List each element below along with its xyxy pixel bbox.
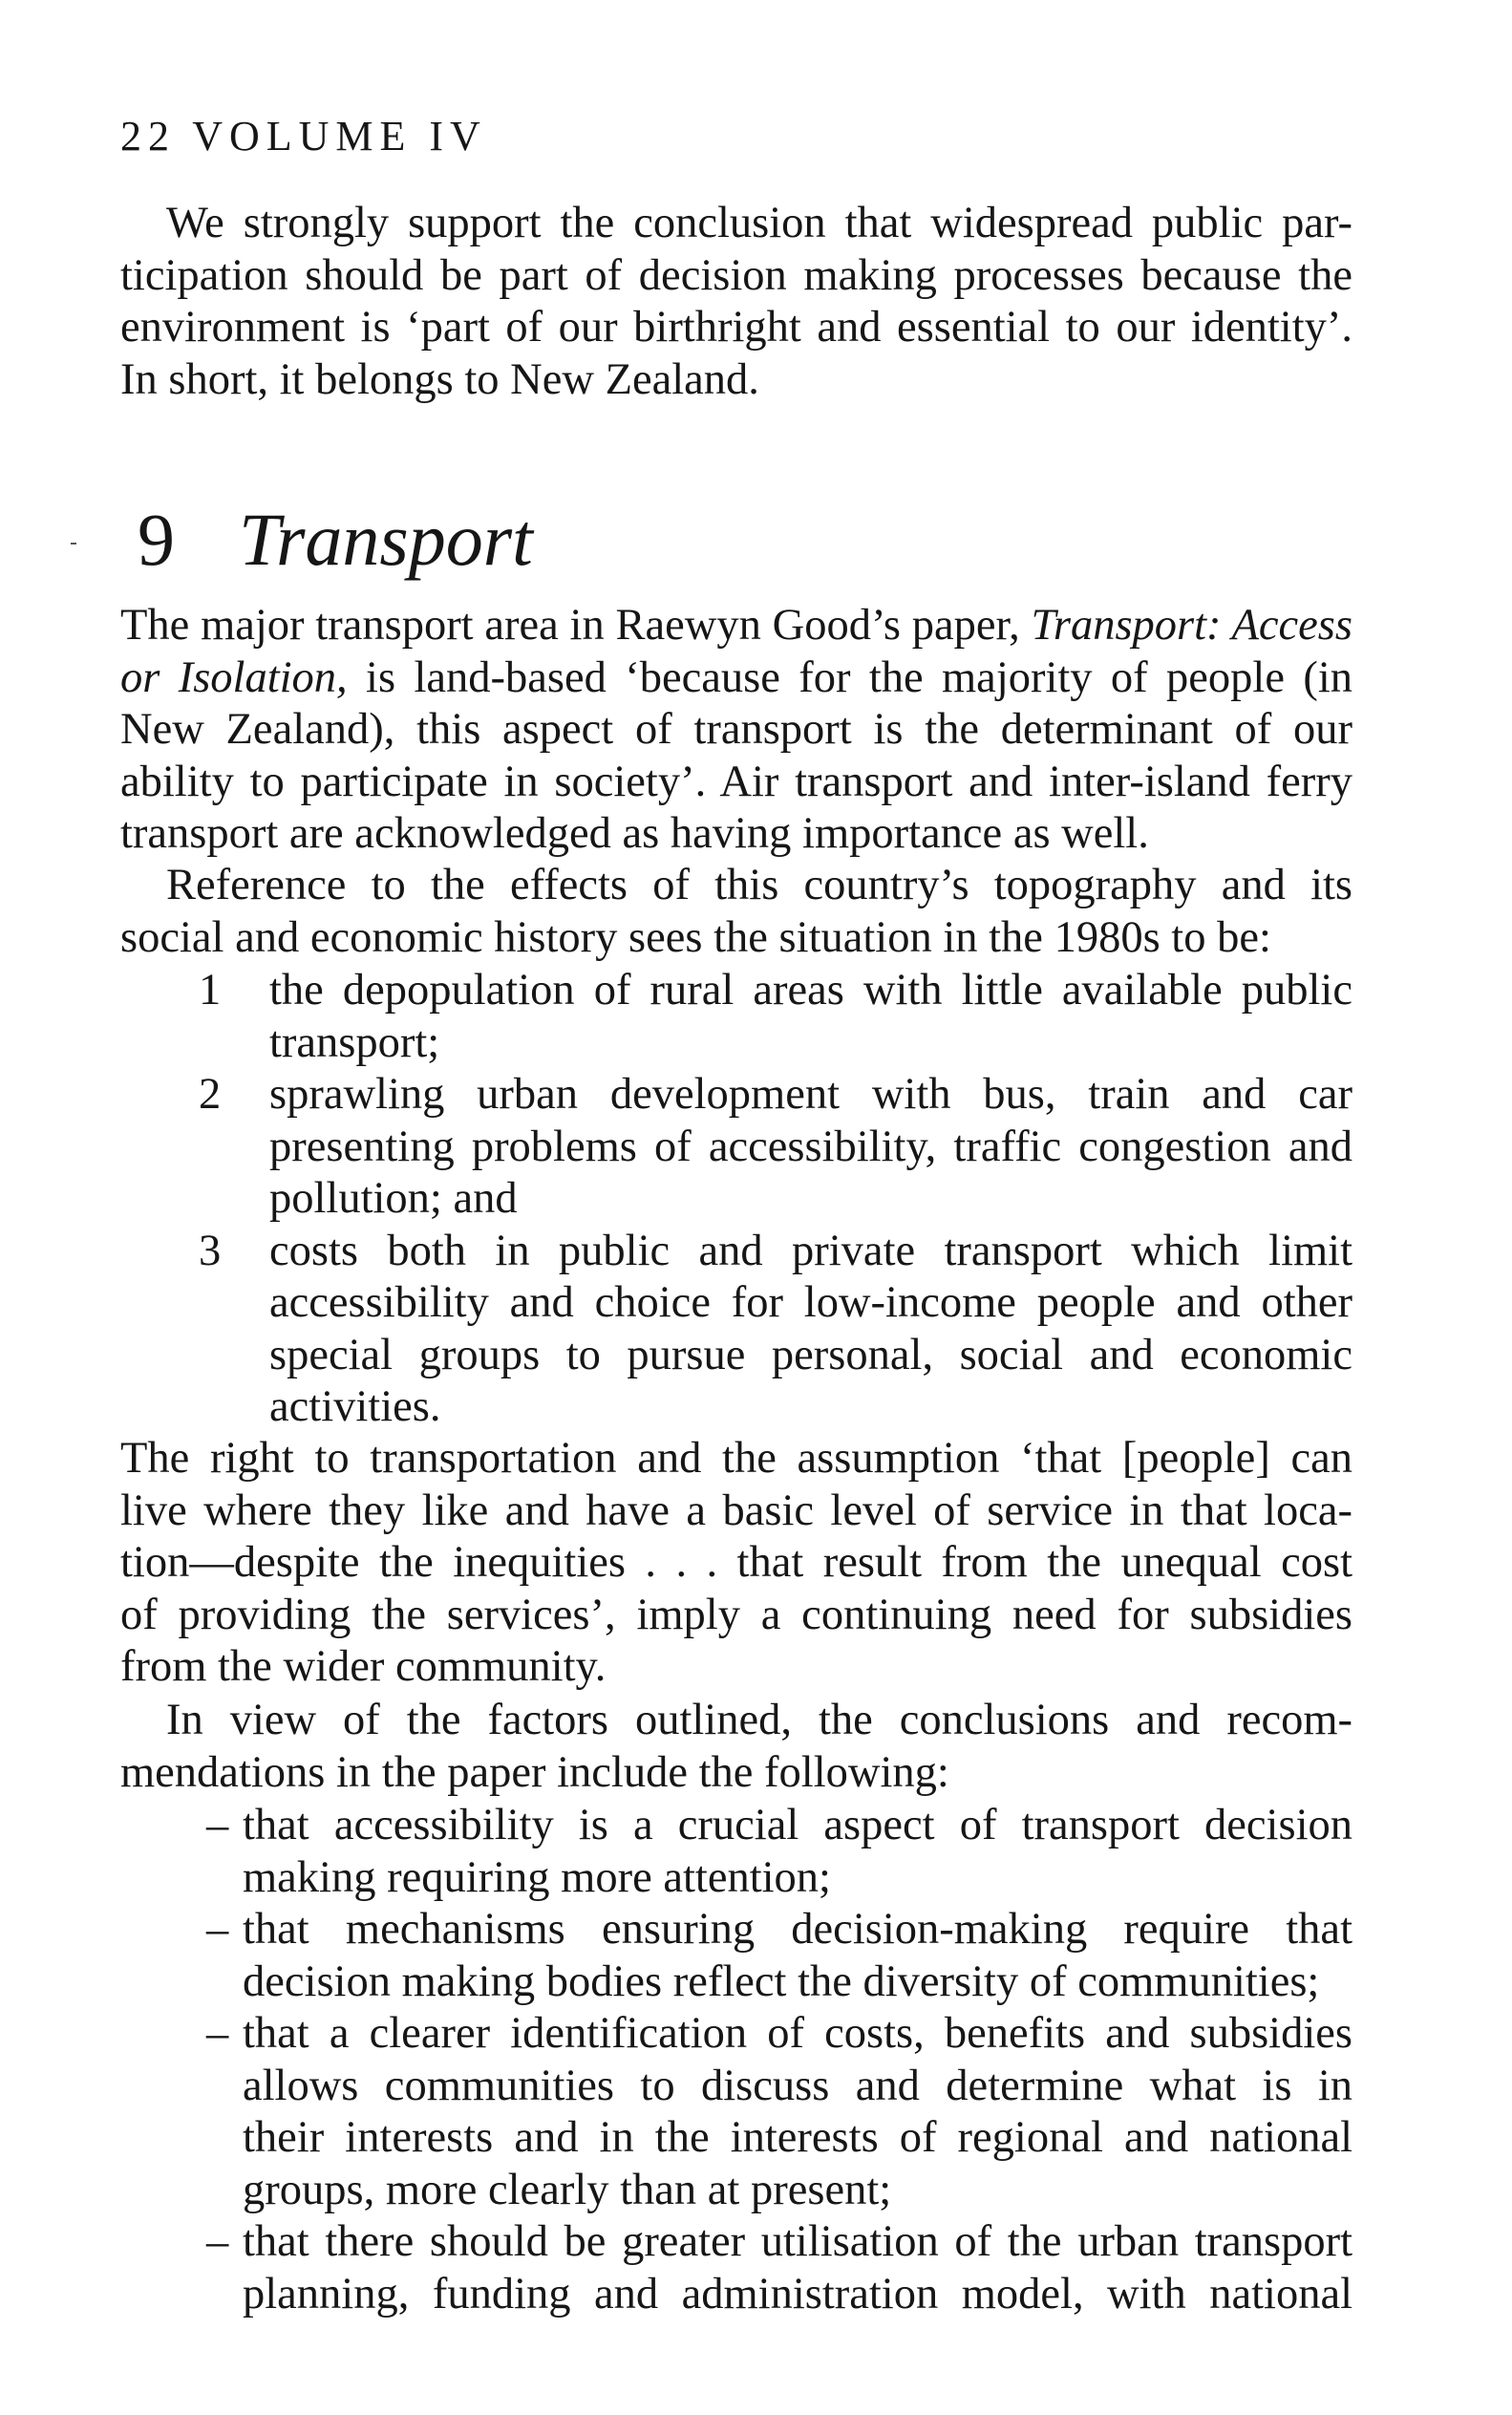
list-marker: – bbox=[206, 2009, 229, 2058]
paragraph-transport-intro bbox=[120, 600, 1352, 861]
list-marker: – bbox=[206, 1801, 229, 1849]
list-item bbox=[120, 965, 1352, 1069]
book-page bbox=[120, 0, 1352, 2415]
text-line: that there should be greater utilisation of the urban transport bbox=[243, 2217, 1352, 2266]
list-item-text bbox=[269, 965, 1352, 1069]
paper-title-part: or Isolation, bbox=[120, 652, 348, 702]
list-item bbox=[120, 1069, 1352, 1226]
paragraph-conclusions bbox=[120, 1695, 1352, 1799]
list-item bbox=[120, 2216, 1352, 2320]
text-line: groups, more clearly than at present; bbox=[243, 2165, 892, 2214]
paragraph-situation bbox=[120, 860, 1352, 964]
text-line bbox=[120, 600, 1352, 652]
text-line: special groups to pursue personal, social and economic bbox=[269, 1330, 1352, 1379]
text-line: transport are acknowledged as having importance as well. bbox=[120, 809, 1149, 858]
section-number: 9 bbox=[138, 498, 175, 581]
text-line: planning, funding and administration model, with national bbox=[243, 2269, 1352, 2319]
list-item bbox=[120, 1904, 1352, 2008]
text-line bbox=[120, 652, 1352, 705]
text-line: that accessibility is a crucial aspect of transport decision bbox=[243, 1801, 1352, 1849]
section-title: Transport bbox=[239, 498, 533, 581]
text-line: their interests and in the interests of regional and national bbox=[243, 2113, 1352, 2162]
list-marker: – bbox=[206, 2217, 229, 2266]
text-line: In view of the factors outlined, the conclusions and recom- bbox=[166, 1696, 1352, 1744]
text-line: allows communities to discuss and determine what is in bbox=[243, 2061, 1352, 2110]
list-marker: – bbox=[206, 1905, 229, 1954]
text-line: social and economic history sees the situation in the 1980s to be: bbox=[120, 912, 1271, 962]
list-item bbox=[120, 1800, 1352, 1904]
text-line: accessibility and choice for low-income people and other bbox=[269, 1278, 1352, 1327]
paper-title-part: Transport: Access bbox=[1031, 601, 1352, 650]
text-line: the depopulation of rural areas with little available public bbox=[269, 966, 1352, 1015]
text-line: The right to transportation and the assumption ‘that [people] can bbox=[120, 1434, 1352, 1483]
text-line: tion—despite the inequities . . . that result from the unequal cost bbox=[120, 1538, 1352, 1587]
text-line: ticipation should be part of decision making processes because the bbox=[120, 250, 1352, 300]
list-marker: 2 bbox=[199, 1070, 222, 1119]
text-line: environment is ‘part of our birthright and essential to our identity’. bbox=[120, 303, 1352, 352]
text-line: Reference to the effects of this country’s topography and its bbox=[166, 861, 1352, 909]
text-line: ability to participate in society’. Air transport and inter-island ferry bbox=[120, 757, 1352, 806]
text-line: that a clearer identification of costs, benefits and subsidies bbox=[243, 2009, 1352, 2058]
text-line: pollution; and bbox=[269, 1174, 518, 1223]
text-run: The major transport area in Raewyn Good’s paper, bbox=[120, 601, 1032, 650]
list-item-text bbox=[243, 1800, 1352, 1904]
text-run: is land-based ‘because for the majority of people (in bbox=[347, 652, 1353, 702]
section-heading bbox=[138, 497, 533, 583]
text-line: making requiring more attention; bbox=[243, 1852, 831, 1902]
list-item-text bbox=[243, 1904, 1352, 2008]
text-line: transport; bbox=[269, 1017, 440, 1067]
text-line: that mechanisms ensuring decision-making require that bbox=[243, 1905, 1352, 1954]
text-line: We strongly support the conclusion that widespread public par- bbox=[166, 199, 1352, 247]
list-item-text bbox=[243, 2008, 1352, 2216]
text-line: New Zealand), this aspect of transport is the determinant of our bbox=[120, 705, 1352, 754]
text-line: sprawling urban development with bus, train and car bbox=[269, 1070, 1352, 1119]
list-marker: 1 bbox=[199, 966, 222, 1015]
list-marker: 3 bbox=[199, 1226, 222, 1275]
list-item bbox=[120, 1226, 1352, 1434]
list-item bbox=[120, 2008, 1352, 2216]
text-line: costs both in public and private transport which limit bbox=[269, 1226, 1352, 1275]
text-line: from the wider community. bbox=[120, 1642, 607, 1691]
text-line: decision making bodies reflect the diversity of communities; bbox=[243, 1956, 1320, 2006]
paragraph-right-to-transport bbox=[120, 1433, 1352, 1694]
running-head: 22 VOLUME IV bbox=[120, 113, 487, 160]
text-line: mendations in the paper include the following: bbox=[120, 1747, 949, 1797]
list-item-text bbox=[269, 1226, 1352, 1434]
text-line: In short, it belongs to New Zealand. bbox=[120, 354, 759, 404]
text-line: presenting problems of accessibility, traffic congestion and bbox=[269, 1122, 1352, 1171]
list-item-text bbox=[269, 1069, 1352, 1226]
text-line: of providing the services’, imply a continuing need for subsidies bbox=[120, 1590, 1352, 1639]
text-line: live where they like and have a basic level of service in that loca- bbox=[120, 1485, 1352, 1535]
margin-mark bbox=[71, 543, 76, 545]
recommendations-list bbox=[120, 1800, 1352, 2320]
list-item-text bbox=[243, 2216, 1352, 2320]
numbered-list bbox=[120, 965, 1352, 1434]
text-line: activities. bbox=[269, 1382, 441, 1431]
intro-paragraph bbox=[120, 198, 1352, 406]
